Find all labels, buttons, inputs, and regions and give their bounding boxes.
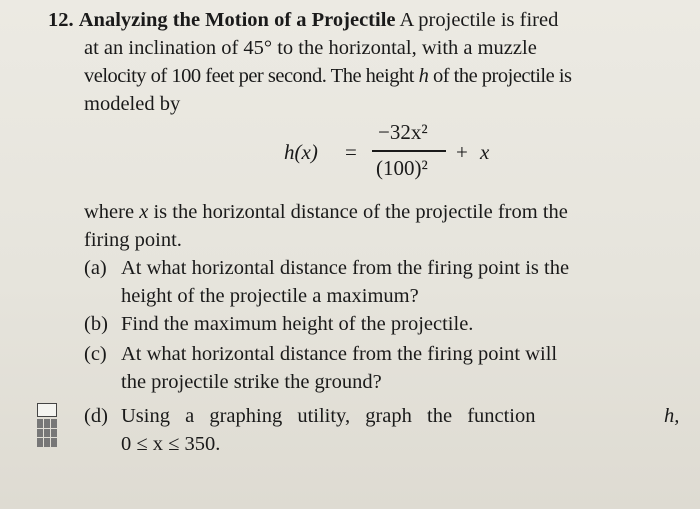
equation-lhs: h(x) — [284, 140, 318, 164]
fraction-bar — [372, 150, 446, 152]
part-a-line2: height of the projectile a maximum? — [121, 285, 419, 307]
intro-line4: modeled by — [84, 93, 181, 115]
equation-denominator: (100)² — [376, 156, 428, 180]
problem-title: Analyzing the Motion of a Projectile — [78, 9, 396, 31]
part-d-var-h: h, — [664, 405, 680, 427]
equation-equals: = — [345, 140, 357, 164]
equation-numerator: −32x² — [378, 120, 428, 144]
var-x: x — [139, 201, 149, 223]
intro-line2: at an inclination of 45° to the horizontal, with a muzzle — [84, 37, 537, 59]
part-a-line1: At what horizontal distance from the firing point is the — [121, 257, 570, 279]
intro-line1-rest: A projectile is fired — [399, 9, 559, 31]
where-line1: where x is the horizontal distance of the projectile from the — [84, 201, 568, 223]
equation-plus: + — [456, 140, 468, 164]
problem-number: 12. — [48, 9, 74, 31]
part-c-label: (c) — [84, 343, 107, 365]
calculator-icon — [37, 403, 57, 449]
part-b-line1: Find the maximum height of the projectile. — [121, 313, 474, 335]
part-b-label: (b) — [84, 313, 108, 335]
part-d-line2: 0 ≤ x ≤ 350. — [121, 433, 221, 455]
part-d-label: (d) — [84, 405, 108, 427]
where-line2: firing point. — [84, 229, 182, 251]
part-a-label: (a) — [84, 257, 107, 279]
part-d-line1: Using a graphing utility, graph the function — [121, 405, 536, 427]
var-h: h — [418, 65, 429, 87]
intro-line3: velocity of 100 feet per second. The height h of the projectile is — [84, 65, 572, 87]
part-c-line2: the projectile strike the ground? — [121, 371, 382, 393]
equation-var-x: x — [480, 140, 490, 164]
problem-header — [48, 8, 558, 32]
part-c-line1: At what horizontal distance from the firing point will — [121, 343, 558, 365]
